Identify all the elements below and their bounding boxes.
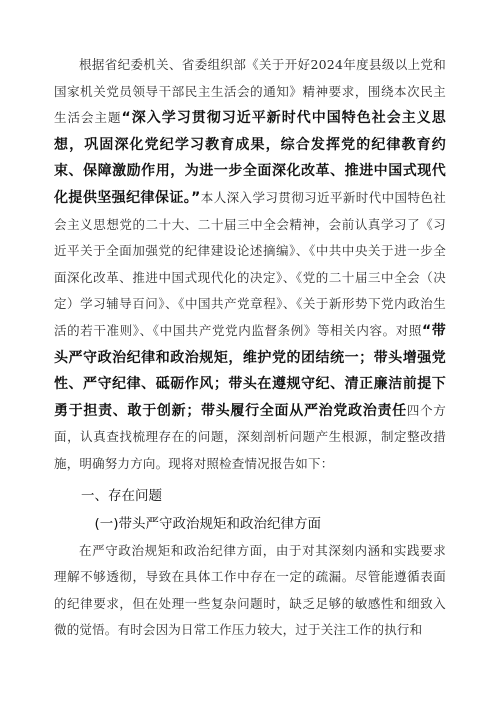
intro-points-bold: “带头严守政治纪律和政治规矩，维护党的团结统一；带头增强党性、严守纪律、砥砺作风；带头在遵规守纪、清正廉洁前提下勇于担责、敢于创新；带头履行全面从严治党政治责任 bbox=[54, 322, 446, 419]
intro-theme-bold: “深入学习贯彻习近平新时代中国特色社会主义思想，巩固深化党纪学习教育成果，综合发挥党的纪律教育约束、保障激励作用，为进一步全面深化改革、推进中国式现代化提供坚强纪律保证。” bbox=[54, 110, 446, 206]
intro-text-3: 四个方面，认真查找梳理存在的问题，深刻剖析问题产生根源，制定整改措施，明确努力方向。现将对照检查情况报告如下： bbox=[54, 402, 446, 471]
intro-paragraph bbox=[54, 52, 446, 478]
intro-text-2: 本人深入学习贯彻习近平新时代中国特色社会主义思想党的二十大、二十届三中全会精神，会前认真学习了《习近平关于全面加强党的纪律建设论述摘编》、《中共中央关于进一步全面深化改革、推进中国式现代化的决定》、《党的二十届三中全会（决定）学习辅导百问》、《中国共产党章程》、《关于新形势下党内政治生活的若干准则》、《中国共产党党内监督条例》等相关内容。对照 bbox=[54, 189, 446, 338]
body-paragraph: 在严守政治规矩和政治纪律方面，由于对其深刻内涵和实践要求理解不够透彻，导致在具体工作中存在一定的疏漏。尽管能遵循表面的纪律要求，但在处理一些复杂问题时，缺乏足够的敏感性和细致入微的觉悟。有时会因为日常工作压力较大，过于关注工作的执行和 bbox=[54, 542, 446, 638]
intro-text-1: 根据省纪委机关、省委组织部《关于开好2024年度县级以上党和国家机关党员领导干部民主生活会的通知》精神要求，围绕本次民主生活会主题 bbox=[54, 57, 446, 126]
subsection-heading-political-discipline: (一)带头严守政治规矩和政治纪律方面 bbox=[94, 515, 322, 532]
section-heading-problems: 一、存在问题 bbox=[81, 487, 162, 504]
